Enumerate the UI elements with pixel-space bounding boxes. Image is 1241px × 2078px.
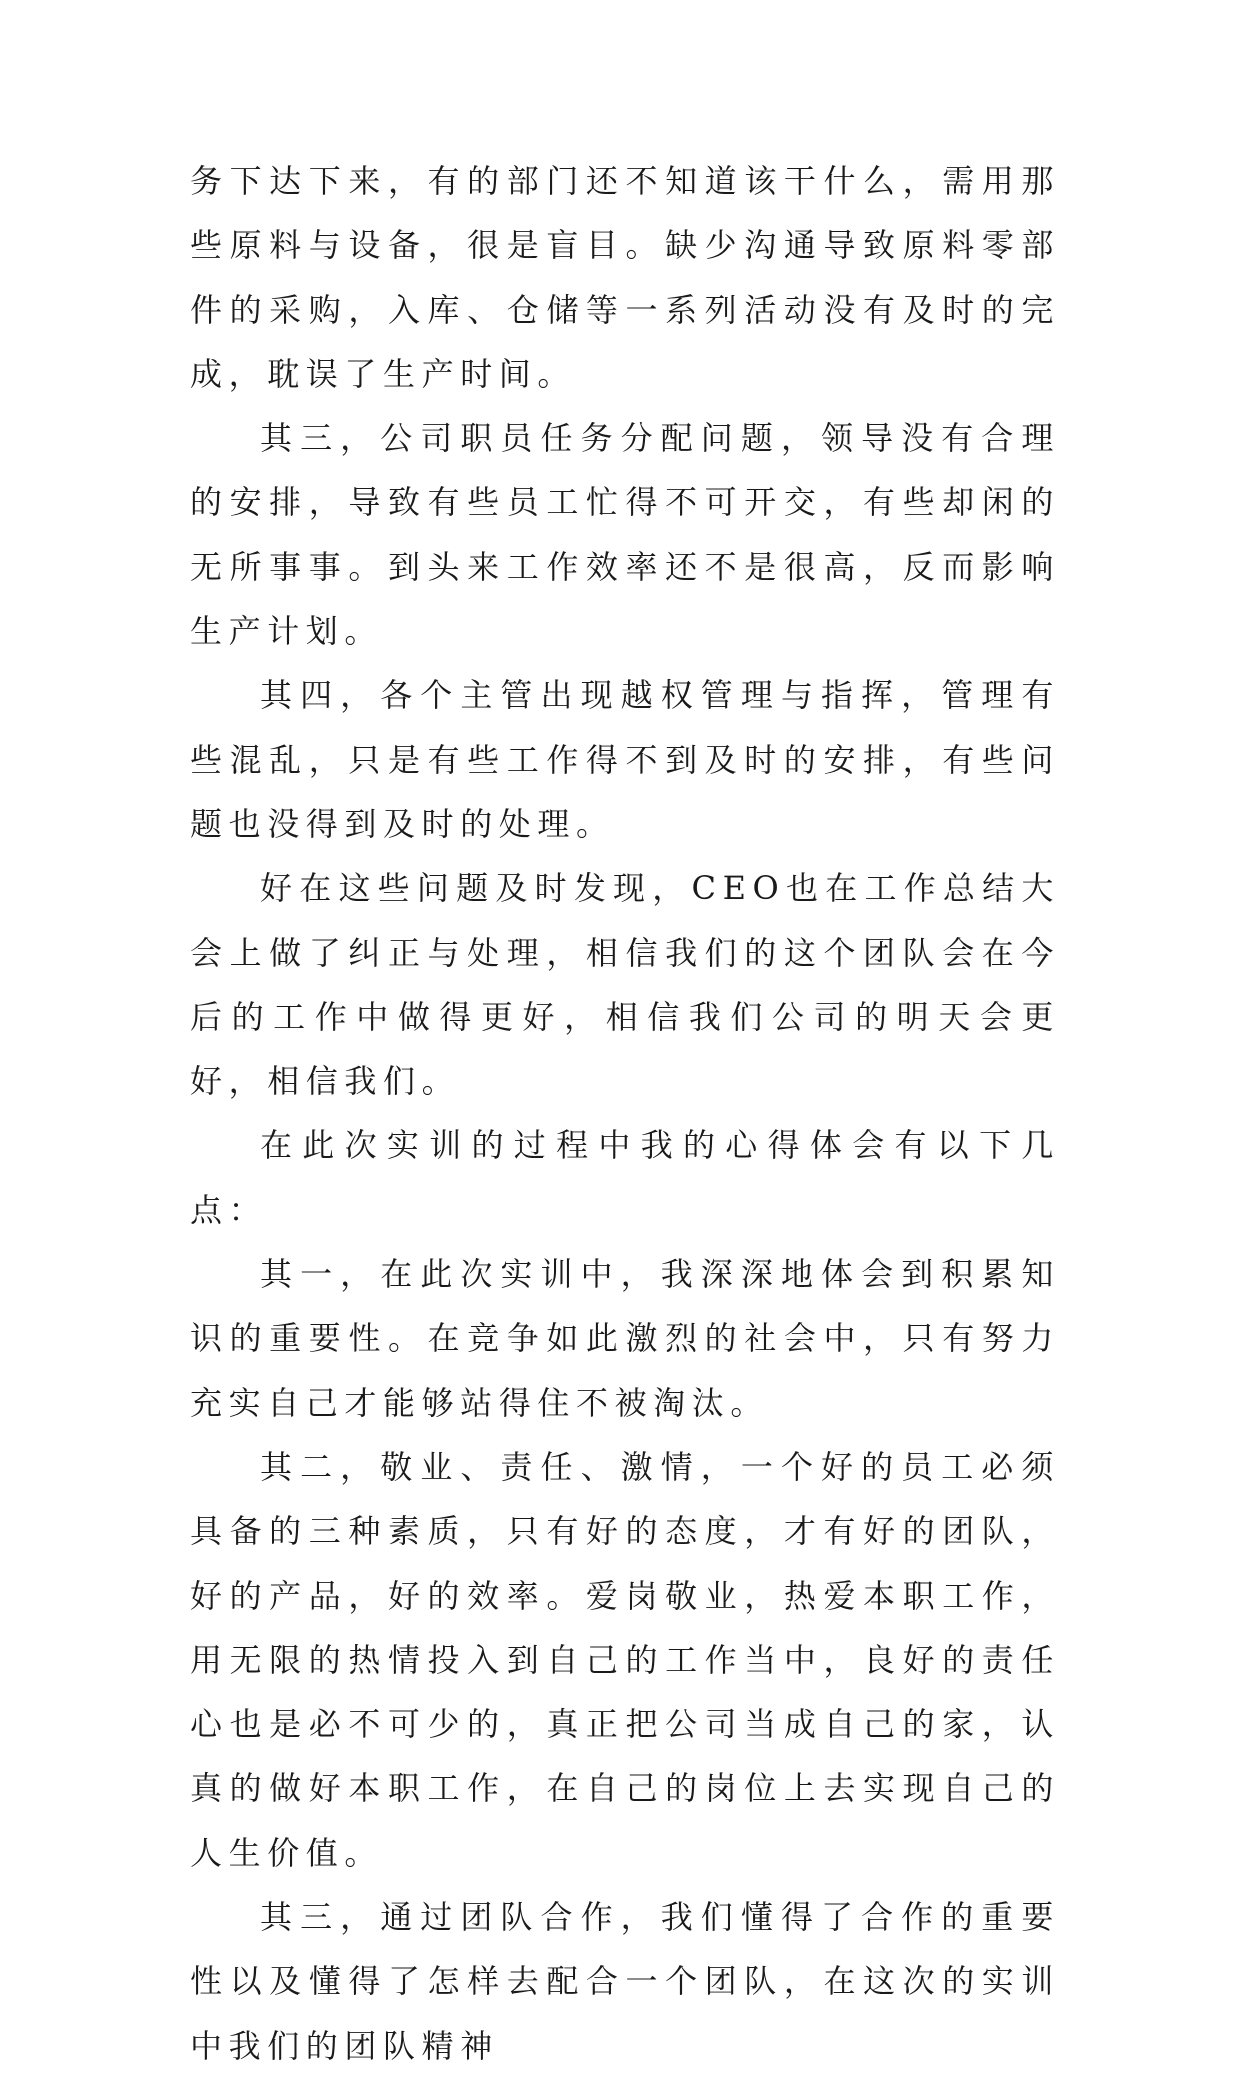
paragraph: 好在这些问题及时发现，CEO也在工作总结大会上做了纠正与处理，相信我们的这个团队会在今后的工作中做得更好，相信我们公司的明天会更好，相信我们。 [190,869,1060,1101]
paragraph: 其二，敬业、责任、激情，一个好的员工必须具备的三种素质，只有好的态度，才有好的团队，好的产品，好的效率。爱岗敬业，热爱本职工作，用无限的热情投入到自己的工作当中，良好的责任心也是必不可少的，真正把公司当成自己的家，认真的做好本职工作，在自己的岗位上去实现自己的人生价值。 [190,1447,1060,1872]
paragraph: 其四，各个主管出现越权管理与指挥，管理有些混乱，只是有些工作得不到及时的安排，有些问题也没得到及时的处理。 [190,676,1060,843]
paragraph: 务下达下来，有的部门还不知道该干什么，需用那些原料与设备，很是盲目。缺少沟通导致原料零部件的采购，入库、仓储等一系列活动没有及时的完成，耽误了生产时间。 [190,162,1060,393]
paragraph: 其三，通过团队合作，我们懂得了合作的重要性以及懂得了怎样去配合一个团队，在这次的实训中我们的团队精神 [190,1898,1060,2065]
paragraph: 在此次实训的过程中我的心得体会有以下几点： [190,1126,1060,1229]
document-body [190,149,1060,2078]
paragraph: 其一，在此次实训中，我深深地体会到积累知识的重要性。在竞争如此激烈的社会中，只有努力充实自己才能够站得住不被淘汰。 [190,1255,1060,1422]
paragraph: 其三，公司职员任务分配问题，领导没有合理的安排，导致有些员工忙得不可开交，有些却闲的无所事事。到头来工作效率还不是很高，反而影响生产计划。 [190,419,1060,651]
